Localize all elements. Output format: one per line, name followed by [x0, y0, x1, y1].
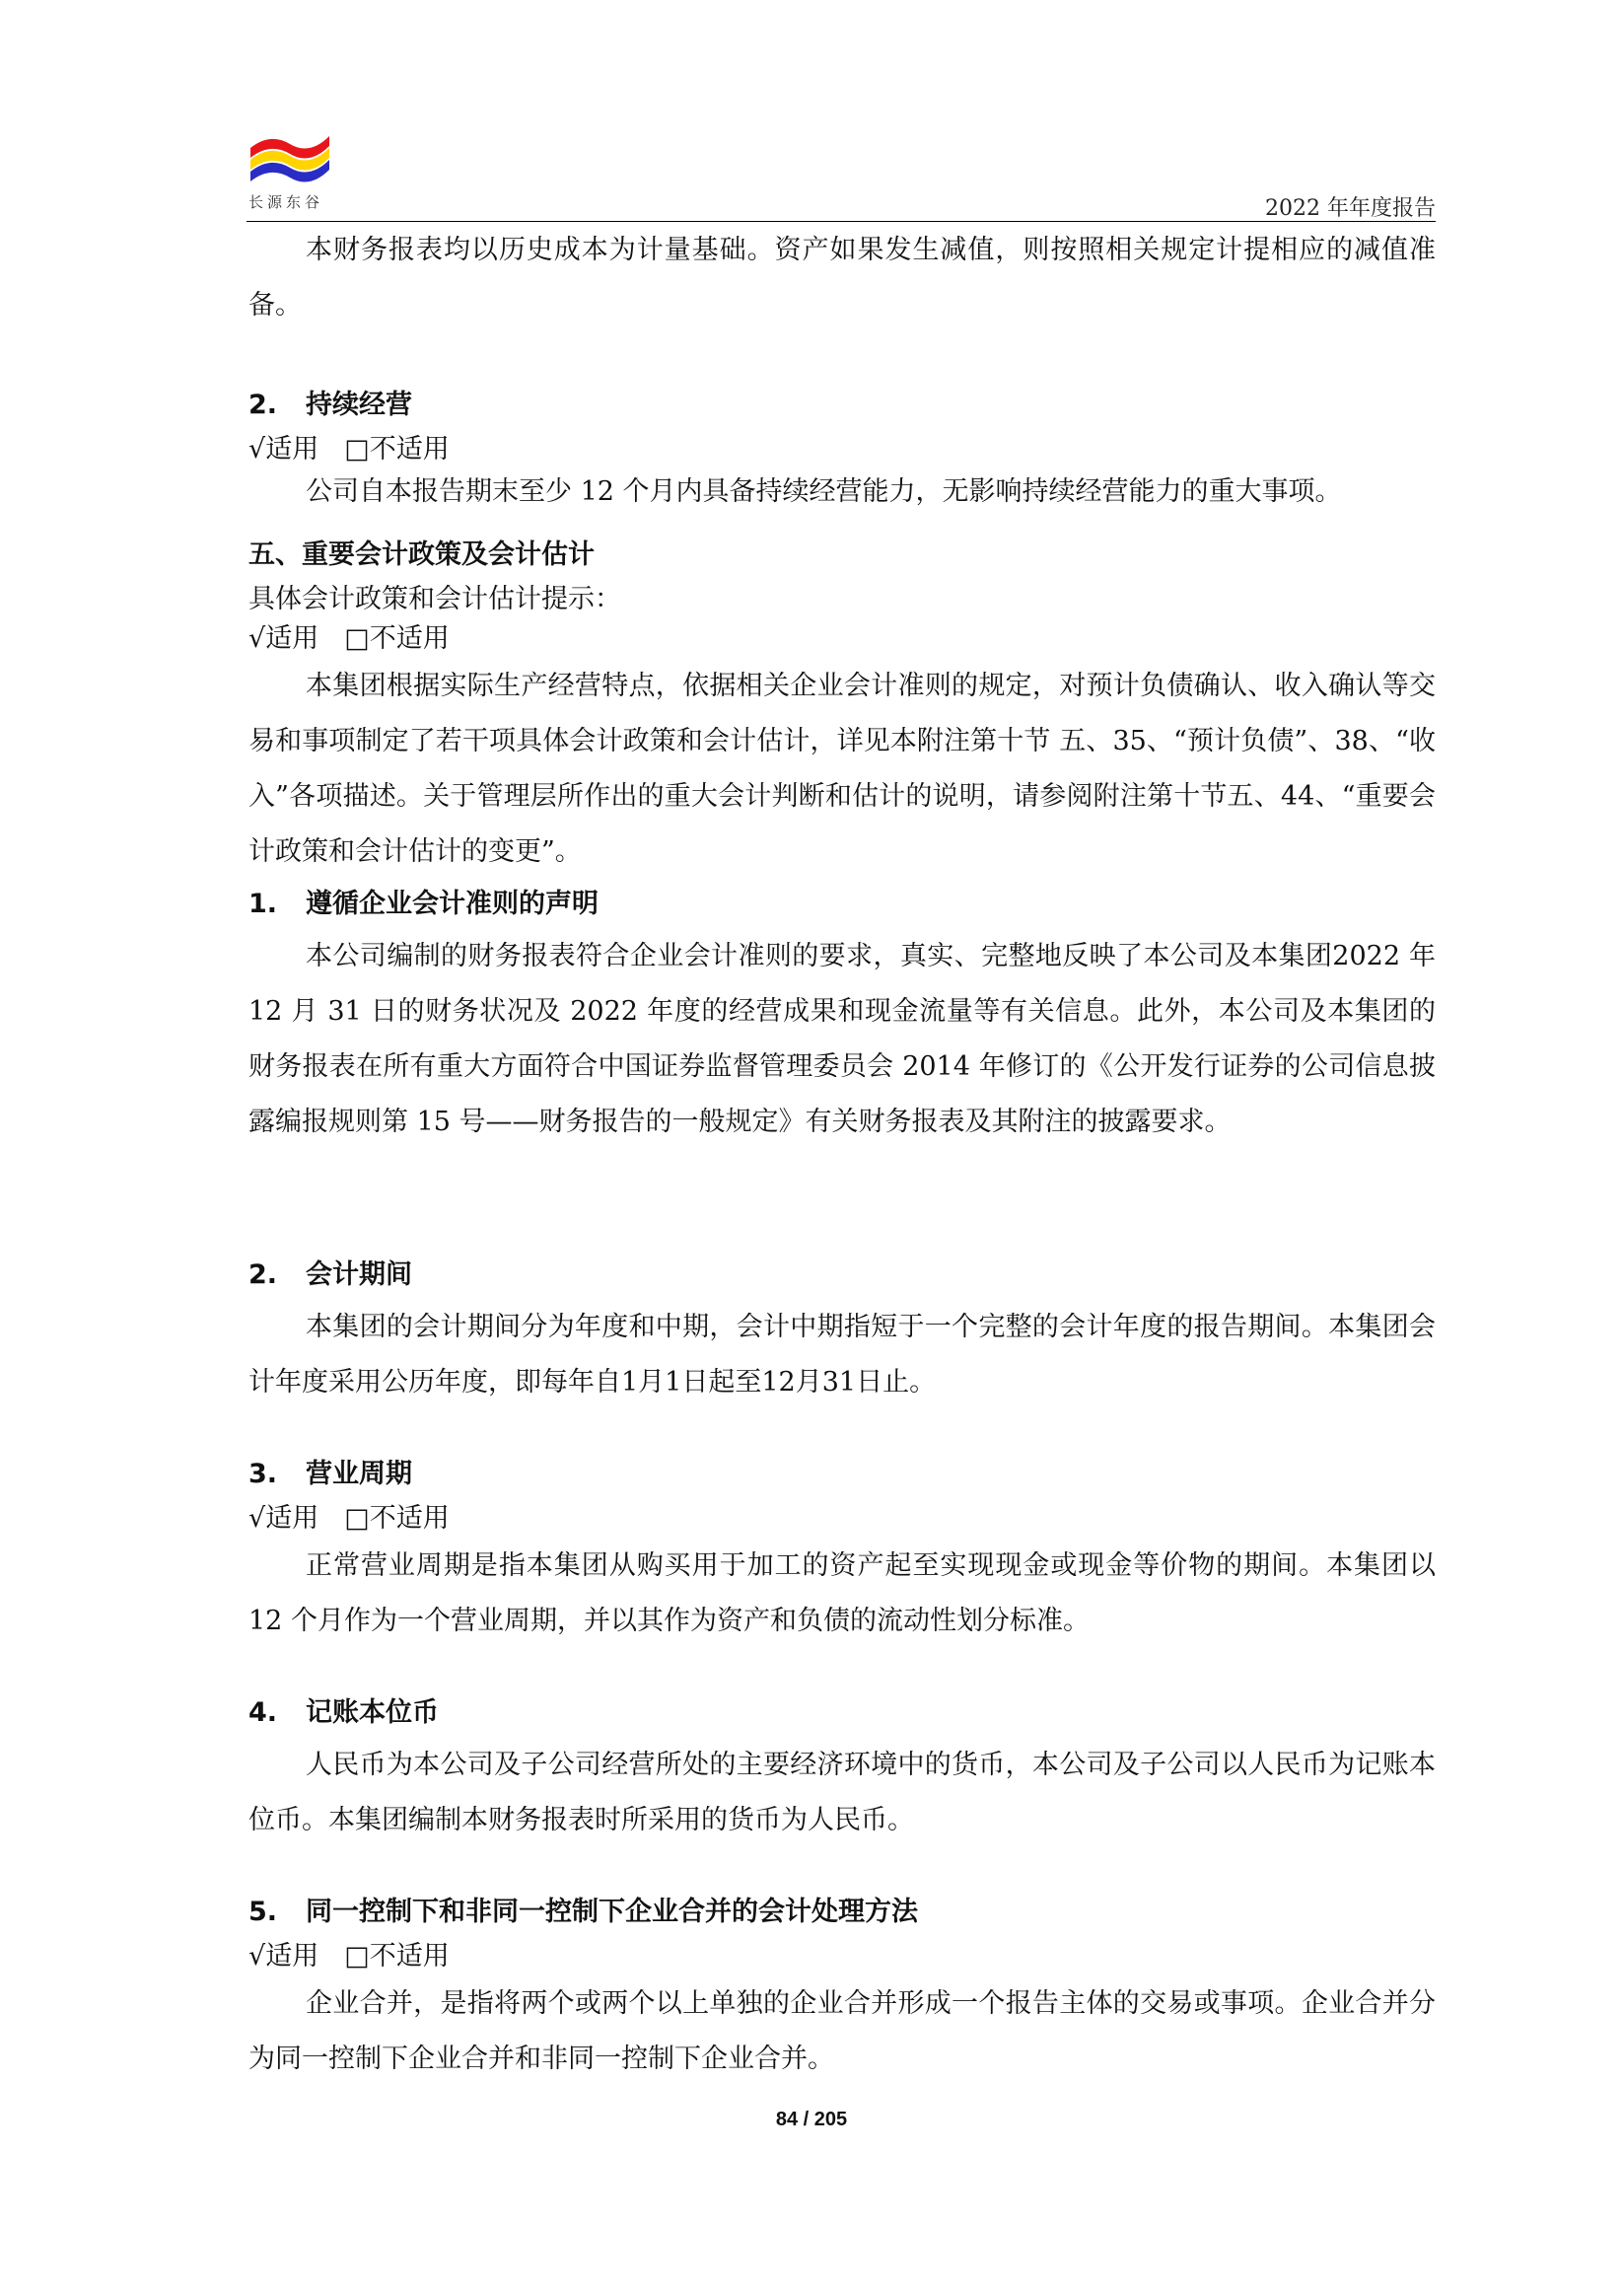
applicable-checked: √适用	[248, 1503, 319, 1534]
section-five	[248, 531, 1436, 880]
section-going-concern	[248, 381, 1436, 515]
business-combination-heading	[248, 1888, 1436, 1937]
section-operating-cycle	[248, 1450, 1436, 1649]
section-accounting-period	[248, 1251, 1436, 1410]
applicable-checked: √适用	[248, 623, 319, 654]
heading-number: 4.	[248, 1697, 278, 1728]
heading-title: 持续经营	[306, 390, 412, 420]
section-five-hint: 具体会计政策和会计估计提示：	[248, 584, 621, 614]
report-title: 2022 年年度报告	[1265, 196, 1436, 221]
heading-number: 5.	[248, 1897, 278, 1927]
logo-text: 长源东谷	[248, 193, 324, 211]
applicable-checked: √适用	[248, 434, 319, 465]
not-applicable-unchecked: □不适用	[344, 1503, 450, 1534]
heading-title: 遵循企业会计准则的声明	[306, 889, 599, 919]
applicability-options	[248, 1499, 1436, 1539]
company-logo	[248, 128, 331, 212]
heading-number: 2.	[248, 390, 278, 420]
section-five-heading: 五、重要会计政策及会计估计	[248, 539, 595, 570]
heading-number: 1.	[248, 889, 278, 919]
heading-title: 会计期间	[306, 1259, 412, 1290]
not-applicable-unchecked: □不适用	[344, 434, 450, 465]
section-functional-currency	[248, 1688, 1436, 1848]
not-applicable-unchecked: □不适用	[344, 1941, 450, 1972]
operating-cycle-heading	[248, 1450, 1436, 1499]
applicable-checked: √适用	[248, 1941, 319, 1972]
accounting-period-body: 本集团的会计期间分为年度和中期，会计中期指短于一个完整的会计年度的报告期间。本集团会计年度采用公历年度，即每年自1月1日起至12月31日止。	[248, 1312, 1436, 1398]
not-applicable-unchecked: □不适用	[344, 623, 450, 654]
going-concern-heading	[248, 381, 1436, 430]
applicability-options	[248, 1937, 1436, 1976]
heading-number: 3.	[248, 1459, 278, 1489]
section-business-combination	[248, 1888, 1436, 2087]
going-concern-body: 公司自本报告期末至少 12 个月内具备持续经营能力，无影响持续经营能力的重大事项。	[306, 476, 1342, 507]
heading-title: 记账本位币	[306, 1697, 439, 1728]
section-intro	[248, 223, 1436, 333]
compliance-body: 本公司编制的财务报表符合企业会计准则的要求，真实、完整地反映了本公司及本集团2022 年 12 月 31 日的财务状况及 2022 年度的经营成果和现金流量等有关信息。此外，本公司及本集团的财务报表在所有重大方面符合中国证券监督管理委员会 2014 年修订的《公开发行证券的公司信息披露编报规则第 15 号——财务报告的一般规定》有关财务报表及其附注的披露要求。	[248, 941, 1436, 1137]
applicability-options	[248, 619, 1436, 659]
page-number: 84 / 205	[775, 2109, 848, 2130]
intro-paragraph: 本财务报表均以历史成本为计量基础。资产如果发生减值，则按照相关规定计提相应的减值准备。	[248, 235, 1436, 321]
heading-number: 2.	[248, 1259, 278, 1290]
operating-cycle-body: 正常营业周期是指本集团从购买用于加工的资产起至实现现金或现金等价物的期间。本集团以 12 个月作为一个营业周期，并以其作为资产和负债的流动性划分标准。	[248, 1550, 1436, 1636]
functional-currency-heading	[248, 1688, 1436, 1738]
logo-waves-icon	[248, 128, 331, 189]
compliance-heading	[248, 880, 1436, 929]
applicability-options	[248, 430, 1436, 469]
heading-title: 同一控制下和非同一控制下企业合并的会计处理方法	[306, 1897, 918, 1927]
business-combination-body: 企业合并，是指将两个或两个以上单独的企业合并形成一个报告主体的交易或事项。企业合并分为同一控制下企业合并和非同一控制下企业合并。	[248, 1988, 1436, 2074]
heading-title: 营业周期	[306, 1459, 412, 1489]
section-five-body: 本集团根据实际生产经营特点，依据相关企业会计准则的规定，对预计负债确认、收入确认等交易和事项制定了若干项具体会计政策和会计估计，详见本附注第十节 五、35、“预计负债”、38、“收入”各项描述。关于管理层所作出的重大会计判断和估计的说明，请参阅附注第十节五、44、“重要会计政策和会计估计的变更”。	[248, 671, 1436, 867]
section-compliance	[248, 880, 1436, 1150]
header-divider	[247, 221, 1436, 222]
accounting-period-heading	[248, 1251, 1436, 1300]
functional-currency-body: 人民币为本公司及子公司经营所处的主要经济环境中的货币，本公司及子公司以人民币为记账本位币。本集团编制本财务报表时所采用的货币为人民币。	[248, 1750, 1436, 1835]
